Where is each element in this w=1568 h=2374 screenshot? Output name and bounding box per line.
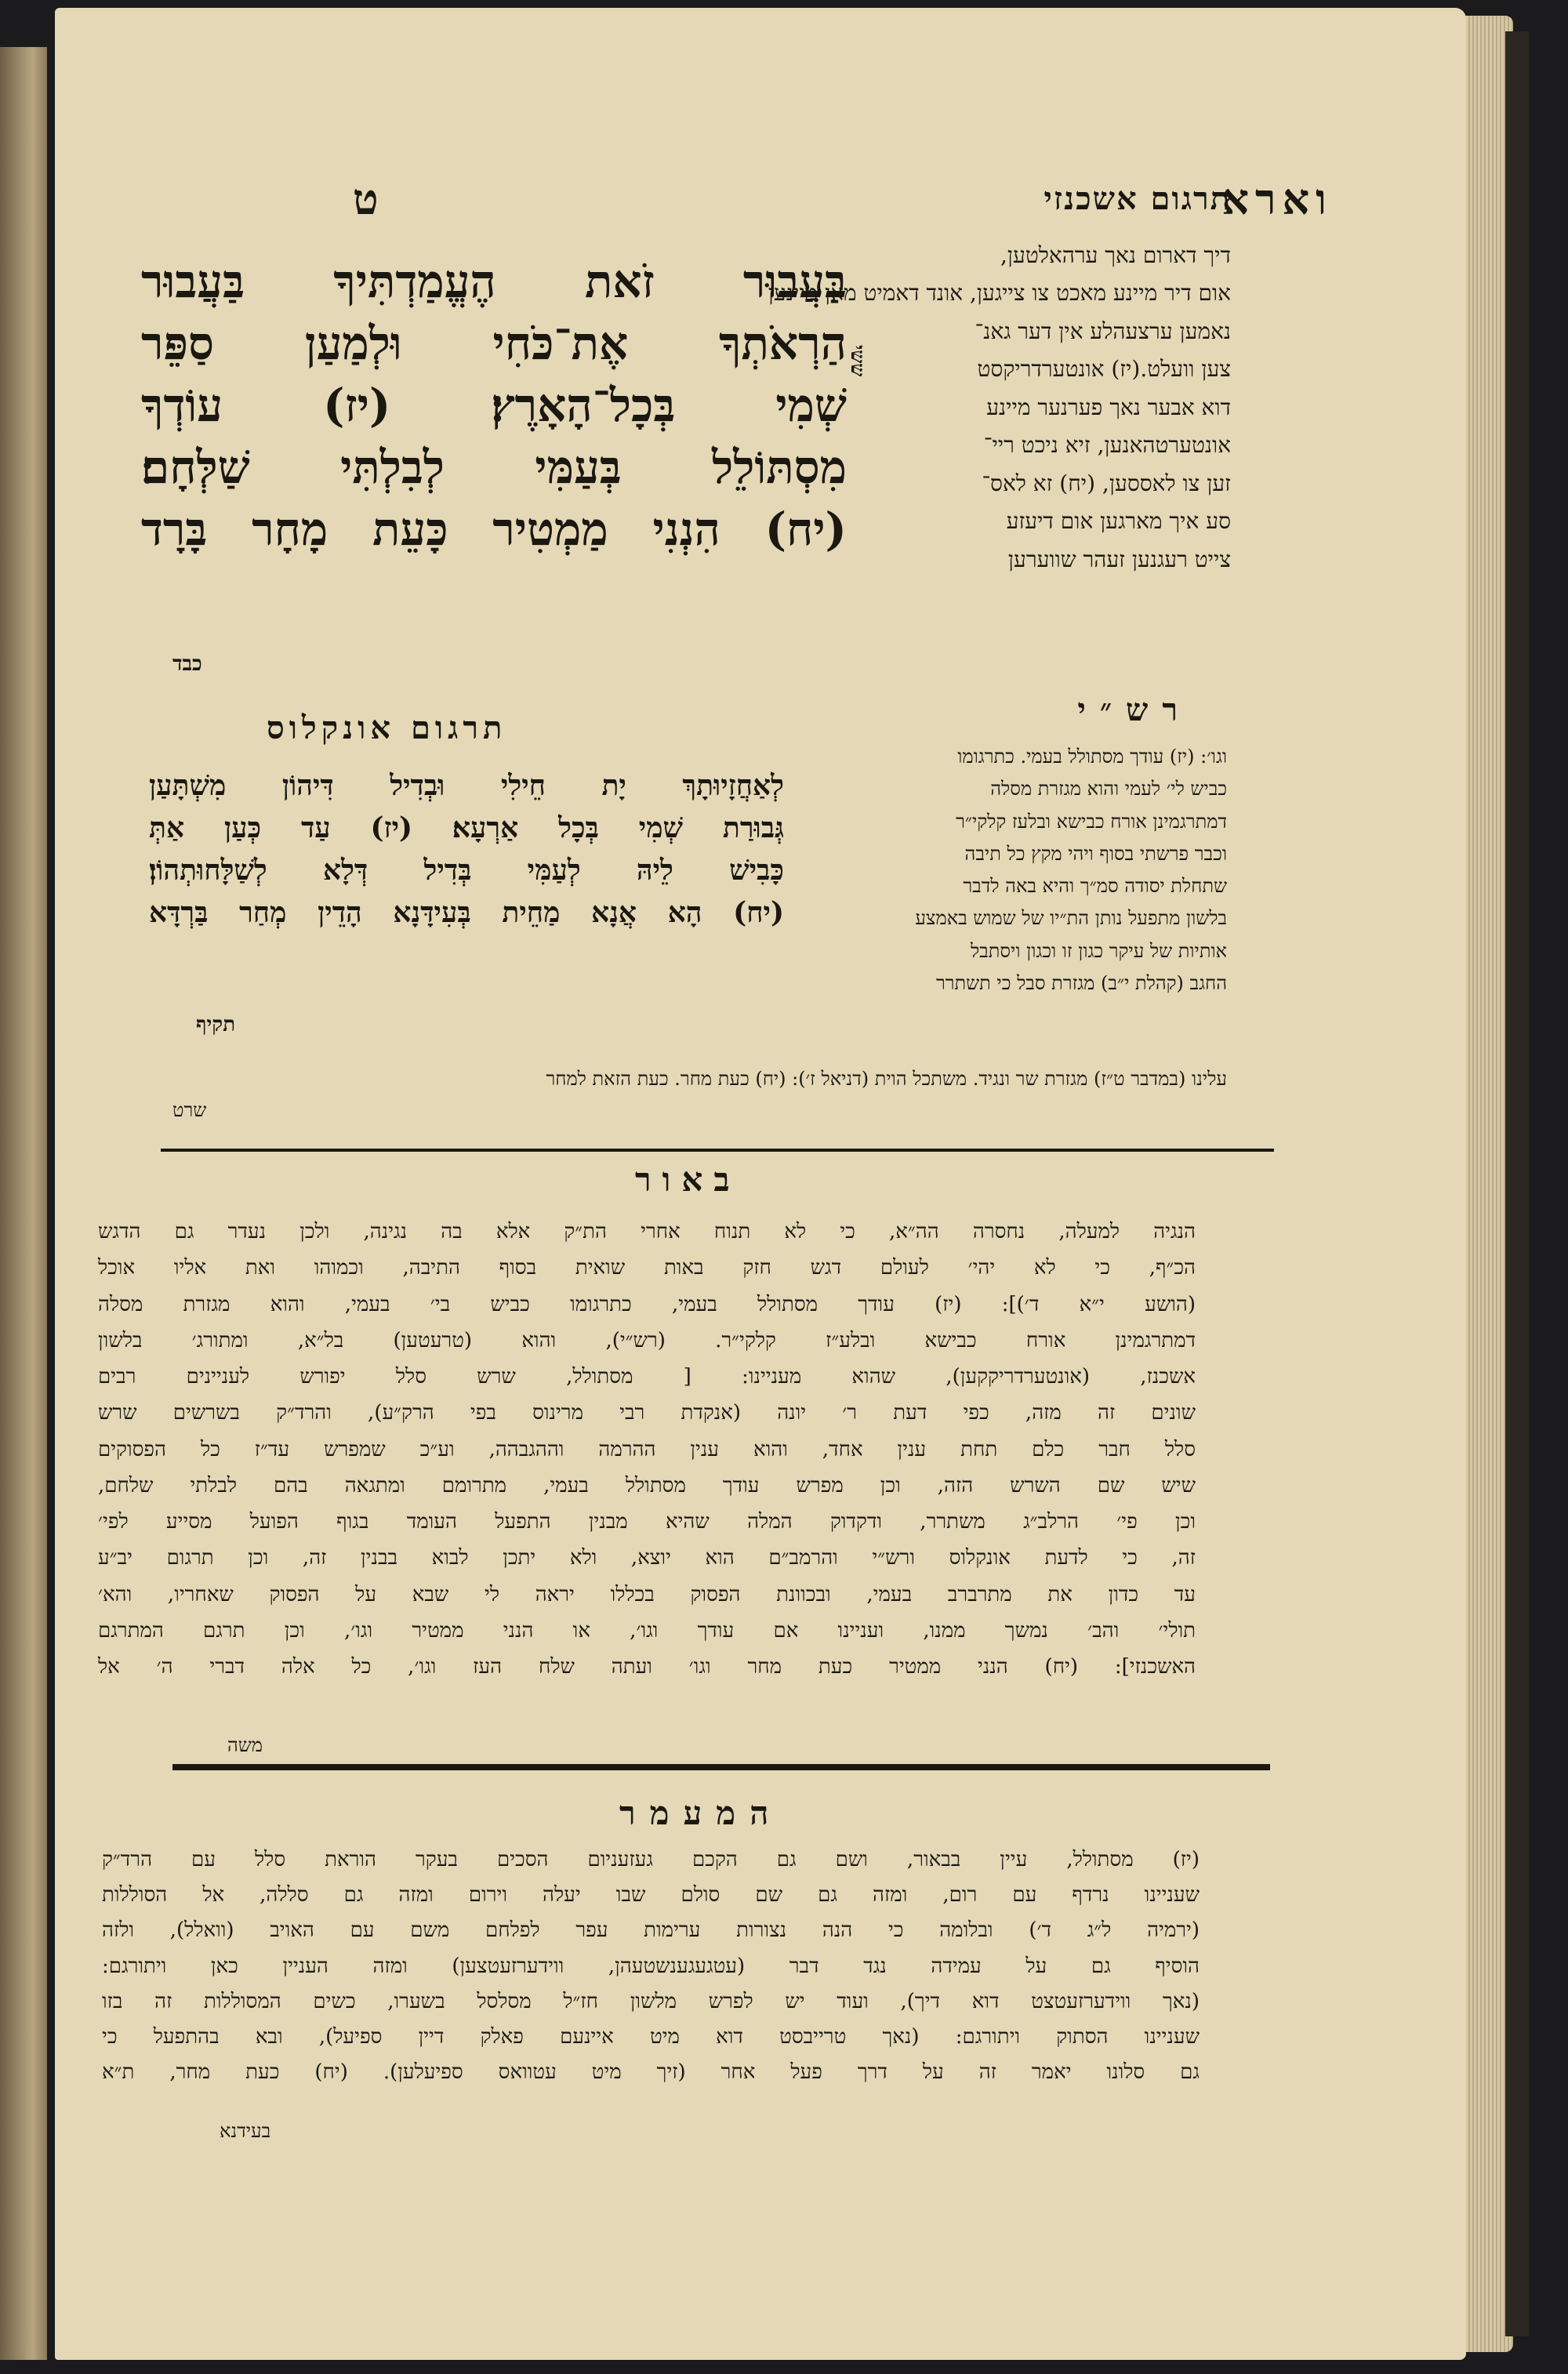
rashi-line: כביש לי׳ לעמי והוא מגזרת מסלה [990,778,1227,800]
page-stack-shadow [1505,31,1529,2336]
meassef-line: הוסיף גם על עמידה נגד דבר (עטגעגענשטעהן, ווידערזעטצען) ומזה העניין כאן ויתורגם: [102,1954,1200,1978]
rashi-continuation-line: עלינו (במדבר ט״ז) מגזרת שר ונגיד. משתכל הוית (דניאל ז׳): (יח) כעת מחר. כעת הזאת למחר [546,1068,1227,1090]
rashi-line: אותיות של עיקר כגון זו וכגון ויסתבל [970,939,1227,962]
targum-ashkenazi-line: סע איך מארגען אום דיעזע [1006,508,1231,535]
onkelos-line: לְאַחֲזָיוּתָךְ יָת חֵילִי וּבְדִיל דִּיהוֹן מִשְׁתָּעַן [149,769,784,802]
torah-line: מִסְתּוֹלֵל בְּעַמִּי לְבִלְתִּי שַׁלְּחָם׃ [141,440,847,494]
biur-line: תולי׳ והב׳ נמשך ממנו, ועניינו אם עודך וגו׳, או הנני ממטיר וגו׳, וכן תרגם המתרגם [98,1618,1196,1643]
biur-line: אשכנז, (אונטערדריקקען), שהוא מעניינו: [ מסתולל, שרש סלל יפורש לעניינים רבים [98,1365,1196,1389]
torah-line: שְׁמִי בְּכָל־הָאָרֶץ׃ (יז) עוֹדְךָ [141,378,847,432]
chapter-letter: ט [353,174,379,224]
torah-line: (יח) הִנְנִי מַמְטִיר כָּעֵת מָחָר בָּרָד [141,502,847,556]
targum-ashkenazi-line: דיך דארום נאך ערהאלטען, [1000,242,1231,268]
targum-ashkenazi-line: אום דיר מיינע מאכט צו צייגען, אונד דאמיט מאן מיינען [768,280,1231,307]
rashi-title: רש״י [1077,692,1192,728]
onkelos-line: כָּבִישׁ לֵיהּ לְעַמִּי בְּדִיל דְּלָא לְשַׁלָּחוּתְהוֹן׃ [149,854,784,887]
targum-ashkenazi-line: אונטערטהאנען, זיא ניכט ריי־ [983,432,1231,459]
onkelos-title: תרגום אונקלוס [267,710,507,746]
biur-line: הנגיה למעלה, נחסרה הה״א, כי לא תנוח אחרי הת״ק אלא בה נגינה, ולכן נעדר גם הדגש [98,1220,1196,1243]
targum-ashkenazi-line: זען צו לאססען, (יח) זא לאס־ [982,470,1231,496]
biur-line: וכן פי׳ הרלב״ג משתרר, ודקדוק המלה שהיא מבנין התפעל העומד בגוף הפועל מסייע לפי׳ [98,1510,1196,1534]
torah-text [141,251,847,560]
section-divider [172,1764,1270,1770]
biur-line: זה, כי לדעת אונקלוס ורש״י והרמב״ם הוא יוצא, ולא יתכן לבוא בבנין זה, וכן תרגום יב״ע [98,1546,1196,1570]
portion-header: וארא [1221,174,1333,224]
aliyah-marker: ששי [847,345,869,377]
biur-line: עד כדון את מתרברב בעמי, ובכוונת הפסוק בכללו יראה לי שבא על הפסוק שאחריו, והא׳ [98,1582,1196,1606]
meassef-line: שעניינו הסתוק ויתורגם: (נאך טרייבסט דוא מיט איינעם פאלק דיין ספיעל), ובא בהתפעל כי [102,2025,1200,2049]
torah-line: בַּעֲבוּר זֹאת הֶעֱמַדְתִּיךָ בַּעֲבוּר [141,255,847,308]
rashi-text [741,741,1227,1000]
rashi-line: דמתרגמינן אורח כבישא ובלעז קלקי״ר [956,810,1227,833]
biur-line: שונים זה מזה, כפי דעת ר׳ יונה (אנקדת רבי מרינוס בפי הרק״ע), והרד״ק בשרשים שרש [98,1401,1196,1425]
meassef-line: (ירמיה ל״ג ד׳) ובלומה כי הנה נצורות ערימות עפר לפלחם משם עם האויב (וואלל), ולזה [102,1918,1200,1943]
rashi-line: וגו׳: (יז) עודך מסתולל בעמי. כתרגומו [957,746,1227,768]
book-page [55,8,1466,2360]
section-divider [161,1149,1274,1152]
biur-line: סלל חבר כלם תחת ענין אחד, והוא ענין ההרמה וההגבהה, וע״כ שמפרש עד״ז כל הפסוקים [98,1437,1196,1461]
rashi-line: שתחלת יסודה סמ״ך והיא באה לדבר [963,875,1227,898]
onkelos-line: גְּבוּרַת שְׁמִי בְּכָל אַרְעָא׃ (יז) עַד כְּעַן אַתְּ [149,811,784,844]
meassef-line: (יז) מסתולל, עיין בבאור, ושם גם הקכם געזעניום הסכים בעקר הוראת סלל עם הרד״ק [102,1848,1200,1871]
biur-line: (הושע י״א ד׳)]: (יז) עודך מסתולל בעמי, כתרגומו כביש בי׳ בעמי, והוא מגזרת מסלה [98,1292,1196,1316]
targum-ashkenazi-line: צען וועלט.(יז) אונטערדריקסט [977,356,1231,383]
torah-line: הַרְאֹתְךָ אֶת־כֹּחִי וּלְמַעַן סַפֵּר [141,316,847,370]
rashi-line: החגב (קהלת י״ב) מגזרת סבל כי תשתרר [935,971,1227,994]
meassef-line: (נאך ווידערזעטצט דוא דיך), ועוד יש לפרש מלשון חז״ל מסלסל בשערו, כשים המסוללות זה בזו [102,1989,1200,2013]
targum-ashkenazi-line: צייט רעגנען זעהר שווערען [1007,546,1231,572]
meassef-text [102,1842,1200,2091]
onkelos-line: (יח) הָא אֲנָא מַחֵית בְּעִידָּנָא הָדֵין מְחַר בַּרְדָּא [149,896,784,929]
meassef-catchword: בעידנא [220,2120,271,2142]
meassef-line: גם סלונו יאמר זה על דרך פעל אחר (זיך מיט עטוואס ספיעלען). (יח) כעת מחר, ת״א [102,2060,1200,2085]
rashi-line: וכבר פרשתי בסוף ויהי מקץ כל תיבה [964,842,1227,865]
biur-text [98,1214,1196,1685]
biur-title: באור [635,1160,741,1199]
onkelos-text [149,764,784,934]
meassef-line: שעניינו נרדף עם רום, ומזה גם שם סולם שבו יעלה וירום ומזה גם סללה, אל הסוללות [102,1883,1200,1908]
biur-line: דמתרגמינן אורח כבישא ובלע״ז קלקי״ר. (רש״י), והוא (טרעטען) בל״א, ומתורג׳ בלשון [98,1328,1196,1352]
onkelos-catchword: תקיף [196,1013,236,1036]
biur-line: האשכנזי]: (יח) הנני ממטיר כעת מחר וגו׳ ועתה שלח העז וגו׳, כל אלה דברי ה׳ אל [98,1655,1196,1679]
targum-ashkenazi-title: תרגום אשכנזי [1044,180,1231,217]
targum-ashkenazi-line: נאמען ערצעהלע אין דער גאנ־ [975,318,1231,344]
rashi-catchword: שרט [172,1099,207,1121]
targum-ashkenazi-line: דוא אבער נאך פערנער מיינע [986,394,1231,420]
torah-catchword: כבד [172,652,202,676]
biur-line: שיש שם השרש הזה, וכן מפרש עודך מסתולל בעמי, מתרומם ומתגאה בהם לבלתי שלחם, [98,1473,1196,1497]
rashi-line: בלשון מתפעל נותן הת״יו של שמוש באמצע [915,907,1227,930]
biur-line: הכ״ף, כי לא יהי׳ לעולם דגש חזק באות שואית בסוף התיבה, וכמוהו ואת אליו אוכל [98,1256,1196,1280]
biur-catchword: משה [227,1734,263,1756]
meassef-title: המעמר [619,1794,783,1832]
left-page-edge [0,47,47,2360]
